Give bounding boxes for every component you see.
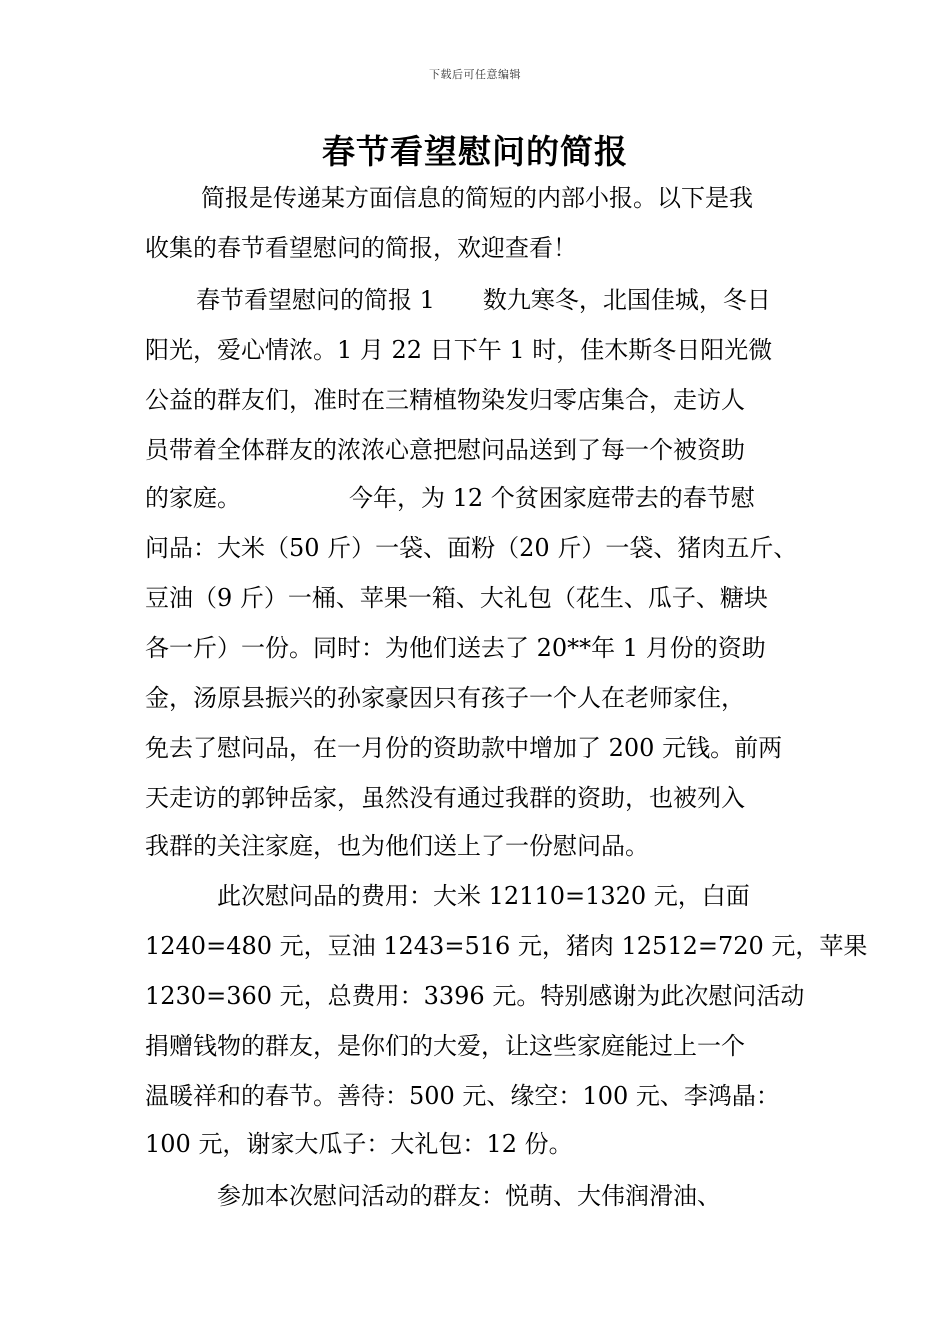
body-line: 1230=360 元，总费用：3396 元。特别感谢为此次慰问活动: [145, 982, 805, 1010]
body-line: 捐赠钱物的群友，是你们的大爱，让这些家庭能过上一个: [145, 1032, 745, 1060]
body-line: 免去了慰问品，在一月份的资助款中增加了 200 元钱。前两: [145, 734, 783, 762]
document-title: 春节看望慰问的简报: [322, 132, 628, 171]
body-line: 100 元，谢家大瓜子：大礼包：12 份。: [145, 1130, 573, 1158]
body-line: 天走访的郭钟岳家，虽然没有通过我群的资助，也被列入: [145, 784, 745, 812]
body-line: 此次慰问品的费用：大米 12110=1320 元，白面: [217, 882, 750, 910]
body-line: 员带着全体群友的浓浓心意把慰问品送到了每一个被资助: [145, 436, 745, 464]
body-line: 春节看望慰问的简报 1 数九寒冬，北国佳城，冬日: [196, 286, 771, 314]
body-line: 阳光，爱心情浓。1 月 22 日下午 1 时，佳木斯冬日阳光微: [145, 336, 773, 364]
body-line: 各一斤）一份。同时：为他们送去了 20**年 1 月份的资助: [145, 634, 766, 662]
body-line: 公益的群友们，准时在三精植物染发归零店集合，走访人: [145, 386, 745, 414]
body-line: 简报是传递某方面信息的简短的内部小报。以下是我: [201, 184, 753, 212]
header-note: 下载后可任意编辑: [429, 68, 521, 81]
body-line: 温暖祥和的春节。善待：500 元、缘空：100 元、李鸿晶：: [145, 1082, 780, 1110]
body-line: 问品：大米（50 斤）一袋、面粉（20 斤）一袋、猪肉五斤、: [145, 534, 798, 562]
body-line: 收集的春节看望慰问的简报，欢迎查看！: [145, 234, 577, 262]
body-line: 1240=480 元，豆油 1243=516 元，猪肉 12512=720 元，苹果: [145, 932, 868, 960]
body-line: 的家庭。 今年，为 12 个贫困家庭带去的春节慰: [145, 484, 755, 512]
body-line: 我群的关注家庭，也为他们送上了一份慰问品。: [145, 832, 649, 860]
body-line: 豆油（9 斤）一桶、苹果一箱、大礼包（花生、瓜子、糖块: [145, 584, 768, 612]
body-line: 参加本次慰问活动的群友：悦萌、大伟润滑油、: [217, 1182, 721, 1210]
body-line: 金，汤原县振兴的孙家豪因只有孩子一个人在老师家住，: [145, 684, 745, 712]
